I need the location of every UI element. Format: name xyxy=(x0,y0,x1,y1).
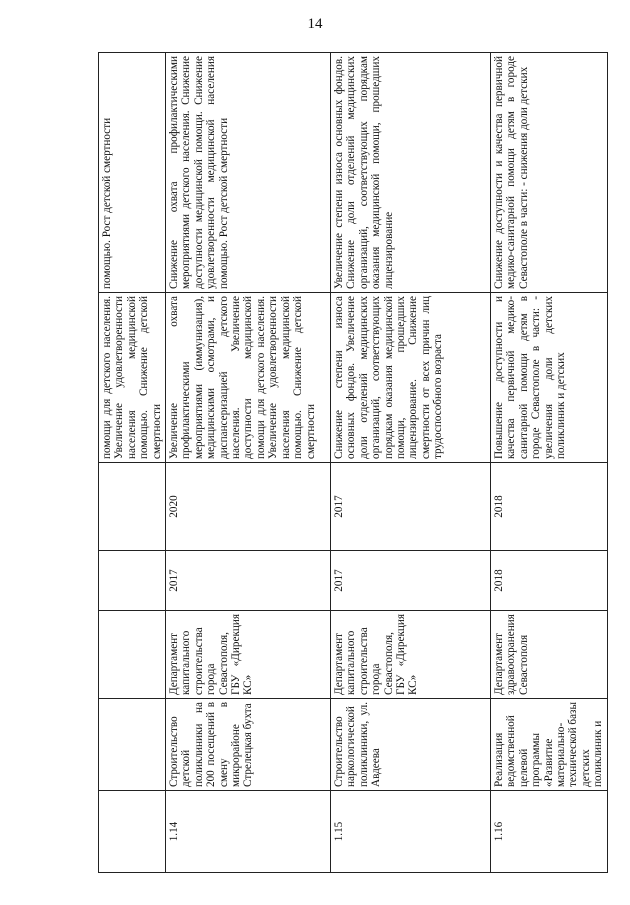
cell-result: помощи для детского населения. Увеличение удовлетворенности населения медицинской помощью. Снижение детской смертности xyxy=(99,293,166,463)
cell-result: Повышение доступности и качества первичной медико-санитарной помощи детям в городе Севастополе в части: - увеличения доли детских поликлиник и детских xyxy=(491,293,608,463)
cell-consequence: Снижение охвата профилактическими мероприятиями детского населения. Снижение доступности медицинской помощи. Снижение удовлетворенности медицинской населения помощью. Рост детской смертности xyxy=(166,53,331,293)
page-number: 14 xyxy=(307,16,323,32)
cell-number: 1.15 xyxy=(331,791,491,873)
cell-consequence: Увеличение степени износа основных фондов. Снижение доли отделений медицинских организаций, соответствующих порядкам оказания медицинской помощи, прошедших лицензирование xyxy=(331,53,491,293)
cell-measure-name: Строительство наркологической поликлиники, ул. Авдеева xyxy=(331,699,491,791)
cell-end-year: 2018 xyxy=(491,463,608,551)
cell-empty xyxy=(99,551,166,611)
cell-empty xyxy=(99,463,166,551)
cell-measure-name: Реализация ведомственной целевой программы «Развитие материально-технической базы детских поликлиник и xyxy=(491,699,608,791)
cell-end-year: 2020 xyxy=(166,463,331,551)
cell-result: Снижение степени износа основных фондов. Увеличение доли отделений медицинских организаций, соответствующих порядкам оказания медицинской помощи, прошедших лицензирование. Снижение смертности от всех причин лиц трудоспособного возраста xyxy=(331,293,491,463)
rotated-table-container xyxy=(98,53,605,873)
cell-end-year: 2017 xyxy=(331,463,491,551)
cell-executor: Департамент капитального строительства города Севастополя, ГБУ «Дирекция КС» xyxy=(166,611,331,699)
table-row xyxy=(166,53,331,873)
cell-executor: Департамент здравоохранения Севастополя xyxy=(491,611,608,699)
cell-result: Увеличение охвата профилактическими мероприятиями (иммунизация), медицинскими осмотрами, и диспансеризацией детского населения. Увеличение доступности медицинской помощи для детского населения. Увеличение удовлетворенности населения медицинской помощью. Снижение детской смертности xyxy=(166,293,331,463)
table-row xyxy=(491,53,608,873)
cell-start-year: 2017 xyxy=(166,551,331,611)
table-row-continuation xyxy=(99,53,166,873)
table-row xyxy=(331,53,491,873)
cell-number: 1.14 xyxy=(166,791,331,873)
cell-empty xyxy=(99,611,166,699)
cell-consequence: помощью. Рост детской смертности xyxy=(99,53,166,293)
cell-start-year: 2018 xyxy=(491,551,608,611)
cell-measure-name: Строительство детской поликлиники на 200 посещений в смену в микрорайоне Стрелецкая бухта xyxy=(166,699,331,791)
cell-start-year: 2017 xyxy=(331,551,491,611)
cell-executor: Департамент капитального строительства города Севастополя, ГБУ «Дирекция КС» xyxy=(331,611,491,699)
cell-empty xyxy=(99,699,166,791)
measures-table xyxy=(98,52,608,873)
cell-consequence: Снижение доступности и качества первичной медико-санитарной помощи детям в городе Севастополе в части: - снижения доли детских xyxy=(491,53,608,293)
cell-empty xyxy=(99,791,166,873)
cell-number: 1.16 xyxy=(491,791,608,873)
